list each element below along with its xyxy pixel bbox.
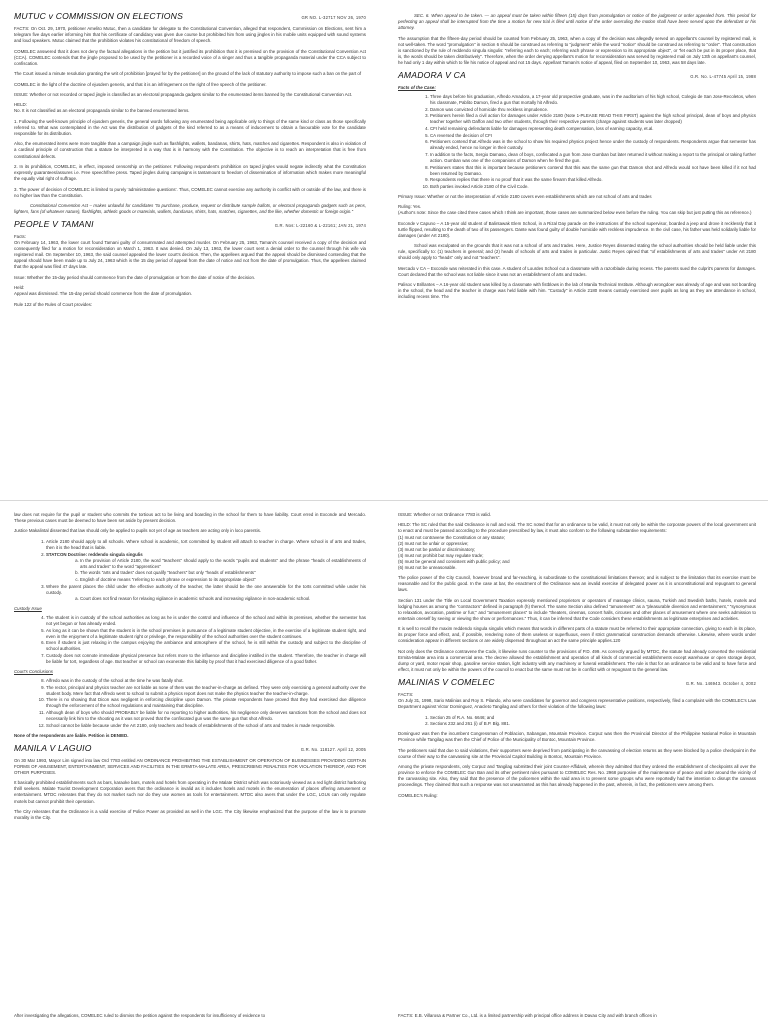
list-item: c. English of doctrine means "referring to each phrase or expression to its appropriate object" — [80, 577, 366, 583]
rules-list — [14, 539, 366, 602]
page-divider — [0, 500, 768, 501]
facts-label: Facts of the Case: — [398, 84, 436, 90]
list-item: 7. Custody does not connote immediate physical presence but refers more to the influence and discipline instilled in the student. Therefore, the teacher in charge will be liable for tort, regardless of age. But teacher or school can exonerate this liability by proof that it had exercised diligence of a good father. — [46, 653, 366, 665]
facts-paragraph: Facts: On February 14, 1963, the lower court found Tamani guilty of consummated and attempted murder. On February 25, 1963, Tamani's counsel received a copy of the decision and consequently filed for a motion for reconsideration on March 1, 1963. It was denied. On July 13, 1963, the lower court sent a denial order to the counsel through his wife via registered mail. On September 10, 1963, the said counsel appealed the lower court's decision. Then, the appellees argued that the appeal should be dismissed contending that the appeal should have been made up to July 24, 1963 which is the 15 day period of appeal from the date of notice and not from the date of promulgation. Thus, the appellees claimed that the appeal was filed 47 days late. — [14, 234, 366, 270]
paragraph: 1. Following the well-known principle of ejusdem generis, the general words following any enumerated being applicable only to things of the same kind or class as those specifically referred to. What was contemplated in the Act was the distribution of gadgets of the kind referred to as a means of inducement to obtain a favourable vote for the candidate responsible for its distribution. — [14, 118, 366, 136]
list-item: 12. School cannot be liable because under the Art 2180, only teachers and heads of establishments of the school of arts and trades is made responsible. — [46, 723, 366, 729]
paragraph: FACTS: On Oct. 29, 1970, petitioner Amelito Mutuc, then a candidate for delegate to the Constitutional Convention, alleged that respondent, Commission on Elections, sent him a telegram five days earlier informing him that his certificate of candidacy was given due course but prohibited him from using jingles in his mobile units equipped with sound systems and loud speakers. Mutuc claimed that the prohibition violates his constitutional of freedom of speech. — [14, 26, 366, 44]
case-heading-laguio — [14, 742, 366, 753]
held-paragraph: HELD: No. It is not classified as an electoral propaganda similar to the banned enumerated items. — [14, 102, 190, 114]
list-item: 7. In addition to the facts, Sergio Damaso, dean of boys, confiscated a gun from Jose Gumban but later returned it without making a report to the principal or taking further action. Gumban was one of the companions of Damon when he fired the gun. — [430, 152, 756, 164]
list-item: 4. The student is in custody of the school authorities as long as he is under the control and influence of the school and within its premises, whether the semester has not yet begun or has already ended. — [46, 615, 366, 627]
paragraph: The Court issued a minute resolution granting the writ of prohibition [prayed for by the petitioner] on the ground of the lack of statutory authority to impose such a ban on the part of — [14, 71, 362, 77]
list-item — [46, 552, 366, 583]
case-title: MANILA V LAGUIO — [14, 742, 92, 753]
list-item: 4. CFI held remaining defendants liable for damages representing death compensation, loss of earning capacity, et.al. — [430, 126, 756, 132]
page-2 — [0, 509, 768, 1024]
paragraph: The assumption that the fifteen-day period should be counted from February 25, 1963, when a copy of the decision was allegedly served on appellant's counsel by registered mail, is not well-taken. The word "promulgation" in section 6 should be construed as referring to "judgment" while the word "notice" should be construed as referring to "order". That construction is sanctioned by the rule of reddendo singula singulis: "referring each to each; referring each phrase or expression to its appropriate object", or "let each be put in its proper place, that is, the words should be taken distributively". Therefore, when the order denying appellant's motion for reconsideration was served by registered mail on July 13th on appellant's counsel, he had only 1 day within which to file his notice of appeal and not 15 days. Appellant Tamani's notice of appeal, filed on September 10, 1963, was 58 days late. — [398, 35, 756, 65]
page1-left-column — [14, 13, 366, 312]
paragraph: Section 131 under the Title on Local Government Taxation expressly mentioned proprietors or operators of massage clinics, sauna, Turkish and Swedish baths, hotels, motels and lodging houses as among the "contractors" defined in paragraph (h) thereof. The same Section also defined "amusement" as a "pleasurable diversion and entertainment," "synonymous to relaxation, avocation, pastime or fun;" and "amusement places" to include "theaters, cinemas, concert halls, circuses and other places of amusement where one seeks admission to entertain oneself by seeing or viewing the show or performances." Thus, it can be inferred that the Code considers these establishments as legitimate enterprises and activities. — [398, 597, 756, 621]
facts-paragraph: FACTS: On July 31, 1998, Sario Malinias and Roy S. Pilando, who were candidates for governor and congress representative positions, respectively, filed a complaint with the COMELEC's Law Department against Victor Dominguez, Anacleto Tangilag and others for their violation of the following laws: — [398, 692, 756, 710]
custody-label: Custody Issue — [14, 605, 42, 611]
statute-quote: Constitutional Convention Act – makes unlawful for candidates "to purchase, produce, request or distribute sample ballots, or electoral propaganda gadgets such as pens, lighters, fans (of whatever nature), flashlights, athletic goods or materials, wallets, bandanas, shirts, hats, matches, cigarettes, and the like, whether domestic or foreign origin." — [14, 202, 366, 215]
paragraph: It is well to recall the maxim reddendo singula singulis which means that words in different parts of a statute must be referred to their appropriate connection, giving to each in its place, its proper force and effect, and, if possible, rendering none of them useless or superfluous, even if strict grammatical construction demands otherwise. Likewise, where words under consideration appear in different sections or are widely dispersed throughout an act the same principle applies.120 — [398, 626, 756, 644]
issue-paragraph: Issue: Whether the 15-day period should commence from the date of promulgation or from the date of notice of the decision. — [14, 274, 256, 280]
paragraph: 3. The power of decision of COMELEC is limited to purely 'administrative questions'. Thus, COMELEC cannot exercise any authority in conflict with or outside of the law, and there is no higher law than the Constitution. — [14, 186, 366, 198]
list-item: 6. Petitioners contend that Alfredo was in the school to show his required physics project hence under the custody of respondents. Respondents argue that semester has already ended, hence no longer in their custody. — [430, 139, 756, 151]
issue-paragraph: Primary Issue: Whether or not the interpretation of Article 2180 covers even establishments which are not school of arts and trades — [398, 193, 652, 199]
paragraph: On 30 Mar 1993, Mayor Lim signed into law Ord 7783 entitled AN ORDINANCE PROHIBITING THE ESTABLISHMENT OR OPERATION OF BUSINESSES PROVIDING CERTAIN FORMS OF AMUSEMENT, ENTERTAINMENT, SERVICES AND FACILITIES IN THE ERMITA-MALATE AREA, PRESCRIBING PENALTIES FOR VIOLATION THEREOF, AND FOR OTHER PURPOSES. — [14, 757, 366, 775]
custody-list — [14, 615, 366, 665]
held-paragraph: Held: Appeal was dismissed. The 15-day period should commence from the date of promulgation. — [14, 285, 193, 297]
case-heading-amadora — [398, 69, 756, 80]
case-heading-malinias — [398, 679, 756, 687]
list-item: b. The words "arts and trades" does not qualify "teachers" but only "heads of establishments" — [80, 570, 366, 576]
list-item: 9. The rector, principal and physics teacher are not liable as none of them was the teacher-in-charge as defined. They were only exercising a general authority over the student body. Mere fact that Alfredo went to school to submit a physics report does not make the physics teacher the teacher-in-charge. — [46, 685, 366, 697]
issue-paragraph: ISSUE: Whether or not Ordinance 7783 is valid. — [398, 512, 491, 517]
issue-paragraph: ISSUE: Whether or not recorded or taped jingle is classified as an electoral propaganda gadgets similar to the enumerated items banned by the Constitutional Convention Act. — [14, 91, 353, 97]
paragraph: Dominguez was then the incumbent Congressman of Poblacion, Sabangan, Mountain Province. Corpuz was then the Provincial Director of the Philippine National Police in Mountain Province while Tangilag was then the Chief of Police of the Municipality of Bontoc, Mountain Province. — [398, 731, 756, 743]
held-paragraph: HELD: The SC ruled that the said Ordinance is null and void. The SC noted that for an ordinance to be valid, it must not only be within the corporate powers of the local government unit to enact and must be passed according to the procedure prescribed by law, it must also conform to the following substantive requirements: (1) must not contravene the Constitution or any statute; (2) must not be unfair or oppressive; (3) must not be partial or discriminatory; (4) must not prohibit but may regulate trade; (5) must be general and consistent with public policy; and (6) must not be unreasonable. — [398, 522, 756, 570]
case-gr-number: G.R. No. L-47745 April 15, 1988 — [690, 73, 756, 79]
paragraph: COMELEC answered that it does not deny the factual allegations in the petition but it justified its prohibition that it is premised on the provision of the Constitutional Convention Act (CCA). COMELEC contends that the jingle proposed to be used by the petitioner is a recorded voice of a singer and thus a tangible propaganda material under the CCA subject to confiscation. — [14, 48, 366, 66]
list-item-text: STATCON Doctrine: reddendo singula singulis — [46, 551, 143, 557]
list-item: 10. There is no showing that Dicon was negligent in enforcing discipline upon Damon. The private respondents have proved that they had exercised due diligence through the enforcement of the school regulations and maintaining that discipline. — [46, 697, 366, 709]
paragraph: 2. In its prohibition, COMELEC, in effect, imposed censorship on the petitioner. Following respondent's prohibition on taped jingles would negate indirectly what the Constitution expressly guarantees/assures i.e. Free speech/free press. Taped jingles during campaigns is tantamount to freedom of dissemination of information which makes more meaningful the equally vital right of suffrage. — [14, 163, 366, 182]
list-item: 1. Three days before his graduation, Alfredo Amadora, a 17-year old prospective graduate, was in the auditorium of his high school, Colegio de San Jose-Recoletos, when his classmate, Pablito Damon, fired a gun that mortally hit Alfredo. — [430, 94, 756, 106]
list-item: 2. Damon was convicted of homicide thru reckless imprudence. — [430, 107, 756, 113]
paragraph: law does not require for the pupil or student who commits the tortious act to be living and boarding in the school for them to have liability. Court erred in Exconde and Mercado. These previous cases must be deemed to have been set aside by present decision. — [14, 512, 366, 524]
case-gr-number: G.R. No. 118127. April 12, 2005 — [300, 746, 366, 752]
paragraph: It basically prohibited establishments such as bars, karaoke bars, motels and hotels from operating in the Malate District which was notoriously viewed as a red light district harboring thrill seekers. Malate Tourist Development Corporation avers that the ordinance is invalid as it includes hotels and motels in the enumeration of places offering amusement or entertainment. MTDC reiterates that they do not market such nor do they use women as tools for entertainment. MTDC also avers that under the LGC, LGUs can only regulate motels but cannot prohibit their operation. — [14, 780, 366, 804]
list-item: 8. Petitioners states that this is important because petitioners contend that this was the same gun that Damon shot and Alfredo would not have been killed if it not had been returned by Damaso. — [430, 165, 756, 177]
paragraph: Also, the enumerated items were more tangible than a campaign jingle such as flashlights, wallets, bandanas, shirts, hats, matches and cigarettes. Respondent is also in violation of a cardinal principle of construction that a statute be interpreted in a way that is in harmony with the Constitution. The objective is to reach an interpretation that is free from constitutional defects. — [14, 141, 366, 159]
page2-right-column — [398, 512, 756, 803]
facts-list — [398, 94, 756, 190]
paragraph: Justice Makalintal dissented that law should only be applied to pupils not yet of age as teachers are acting only in loco parentis. — [14, 528, 261, 534]
page-1 — [0, 0, 768, 497]
list-item: 1. Article 2180 should apply to all schools. Where school is academic, tort committed by student will attach to teacher in charge. Where school is of arts and trades, then it is the head that is liable. — [46, 539, 366, 551]
paragraph: Rule 122 of the Rules of Court provides: — [14, 301, 93, 307]
statcon-list — [46, 558, 366, 583]
page1-right-column — [398, 13, 756, 305]
conclusions-label: Court's Conclusions — [14, 668, 53, 674]
paragraph: The police power of the City Council, however broad and far-reaching, is subordinate to the constitutional limitations thereon; and is subject to the limitation that its exercise must be reasonable and for the public good. In the case at bar, the enactment of the Ordinance was an invalid exercise of delegated power as it is unconstitutional and repugnant to general laws. — [398, 575, 756, 593]
final-ruling: None of the respondents are liable. Petition is DENIED. — [14, 732, 129, 738]
case-title: AMADORA V CA — [398, 69, 466, 80]
list-item: 5. As long as it can be shown that the student is in the school premises in pursuance of a legitimate student objective, in the exercise of a legitimate student right, and even in the enjoyment of a legitimate student right or privilege, the responsibility of the school authorities over the student continues. — [46, 628, 366, 640]
list-item-text: Where the parent places the child under the effective authority of the teacher, the latter should be the one answerable for the torts committed while under his custody. — [46, 583, 366, 595]
laws-list — [398, 715, 756, 728]
case-title: MALINIAS V COMELEC — [398, 677, 495, 688]
list-item: 1. Section 25 of R.A. No. 6646; and — [430, 715, 756, 721]
case-title: MUTUC v COMMISSION ON ELECTIONS — [14, 11, 184, 21]
paragraph: The City reiterates that the Ordinance is a valid exercise of Police Power as provided as well in the LGC. The City likewise emphasized that the purpose of the law is to promote morality in the City. — [14, 808, 366, 821]
case-gr-number: GR NO. L-32717 NOV 26, 1970 — [301, 15, 366, 20]
paragraph: Among the private respondents, only Corpuz and Tangilag submitted their joint Counter-Affidavit, wherein they admitted that they ordered the establishment of checkpoints all over the province to enforce the COMELEC Gun Ban and its other pertinent rules pursuant to COMELEC Res. No. 2968 purposive of the maintenance of peace and order around the vicinity of the canvassing site. Also, they said that the presence of the policemen within the said area is to prevent some groups who were reportedly had the intention to disrupt the canvass proceedings. They claimed that such a response was not unwarranted as this has already happened in the past, wherein, in fact, the petitioners were among them. — [398, 764, 756, 788]
paragraph: COMELEC in the light of the doctrine of ejusdem generis, and that it is an infringement on the right of free speech of the petitioner. — [14, 81, 267, 87]
ruling-paragraph: Ruling: Yes. (Author's note: Since the case cited three cases which I think are important, those cases are summarized below even before the ruling. You can skip but just putting this as reference.) — [398, 204, 752, 216]
conclusions-list — [14, 678, 366, 729]
case-summary: Exconde v Capuno – A 15-year old student of Balintawak Elem School, in a Rizal Day parade on the instructions of the school supervisor, boarded a jeep and drove it recklessly that it turtle flipped, resulting to the death of two of its passengers. Dante was found guilty of double homicide with reckless imprudence. In the civil case, his father was held solidarily liable for damages (under Art 2180). — [398, 220, 756, 238]
case-summary: Palisoc v Brillantes – A 16-year old student was killed by a classmate with fistblows in the lab of Manila Technical Institute. Although wrongdoer was already of age and was not boarding in the school, the head and the teacher in charge was held liable with him. "Custody" in Article 2180 means custody exercised over pupils as long as they are attendance in school, including recess time. The — [398, 282, 756, 300]
list-item: 11. Although dean of boys who should PROBABLY be liable for no reporting to higher authorities, his negligence only deserves sanctions from the school and does not necessarily link him to the shooting as it was not proved that the confiscated gun was the same gun that shot Alfredo. — [46, 710, 366, 722]
case-title: PEOPLE V TAMANI — [14, 219, 94, 230]
cut-off-line-right: FACTS: E.B. Villarosa & Partner Co., Ltd. is a limited partnership with principal office address in Davao City and with branch offices in — [398, 1013, 657, 1018]
case-summary: Mercado v CA – Exconde was reiterated in this case. A student of Lourdes School cut a classmate with a razorblade during recess. The parents sued the culprit's parents for damages. Court declared that the school was not liable since it was not an establishment of arts and trades. — [398, 265, 756, 277]
list-item: 5. CA reversed the decision of CFI — [430, 133, 756, 139]
ruling-label: COMELEC's Ruling: — [398, 792, 438, 798]
list-item: 10. Both parties invoked Article 2180 of the Civil Code. — [430, 184, 756, 190]
list-item: 8. Alfredo was in the custody of the school at the time he was fatally shot. — [46, 678, 366, 684]
list-item: 3. Petitioners herein filed a civil action for damages under Article 2180 (Note 1-PLEASE READ THIS FIRST) against the high school principal, dean of boys and physics teacher together with Daffon and two other students, through their respective parents (charge against students was later dropped) — [430, 113, 756, 125]
page2-left-column — [14, 512, 366, 825]
rule-quote: SEC. 6. When appeal to be taken. — an appeal must be taken within fifteen (15) days from promulgation or notice of the judgment or order appealed from. This period for perfecting an appeal shall be interrupted from the time a motion for new trial is filed until notice of the order overruling the motion shall have been served upon the defendant or his attorney. — [398, 13, 756, 31]
list-item: 2. Sections 232 and 261 (i) of B.P. Blg. 881. — [430, 721, 756, 727]
case-heading-tamani — [14, 221, 366, 229]
list-item — [46, 584, 366, 602]
case-gr-number: G.R. No. 146943. October 4, 2002 — [685, 681, 756, 687]
list-item: 6. Even if student is just relaxing in the campus enjoying the ambiance and atmosphere of the school, he is still within the custody and subject to the discipline of school authorities. — [46, 640, 366, 652]
rule3-sublist — [46, 596, 366, 602]
paragraph: The petitioners said that due to said violations, their supporters were deprived from participating in the canvassing of election returns as they were blocked by a police checkpoint in the course of their way to the canvassing site at the Provincial Capitol Building in Bontoc, Mountain Province. — [398, 747, 756, 759]
case-heading-mutuc — [14, 13, 366, 21]
list-item: a. Court does not find reason for relaxing vigilance in academic schools and increasing vigilance in non-academic school. — [80, 596, 366, 602]
case-gr-number: G.R. Nos: L-22160 & L-22161; JAN 21, 1974 — [274, 223, 366, 229]
paragraph: Not only does the Ordinance contravene the Code, it likewise runs counter to the provisions of P.D. 499. As correctly argued by MTDC, the statute had already converted the residential Ermita-Malate area into a commercial area. The decree allowed the establishment and operation of all kinds of commercial establishments except warehouse or open storage depot, dump or yard, motor repair shop, gasoline service station, light industry with any machinery or funeral establishment. The rule is that for an ordinance to be valid and to have force and effect, it must not only be within the powers of the council to enact but the same must not be in conflict with or repugnant to the general law. — [398, 648, 756, 672]
list-item: a. In the provision of Article 2180, the word "teachers" should apply to the words "pupils and students" and the phrase "heads of establishments of arts and trades" to the word "apprentices" — [80, 558, 366, 570]
cut-off-line-left: After investigating the allegations, COMELEC ruled to dismiss the petition against the respondents for insufficiency of evidence to — [14, 1013, 266, 1018]
list-item: 9. Respondents replies that there is no proof that it was the same firearm that killed Alfredo. — [430, 177, 756, 183]
paragraph: School was exculpated on the grounds that it was not a school of arts and trades. Here, Justice Reyes dissented stating the school authorities should be held liable under this rule, specifically to: (1) teachers in general; and (2) heads of schools of arts and trades in particular. Justic Reyes opined that "of establishments of arts and trades" under Art 2180 should only apply to "heads" only and not "teachers". — [398, 243, 756, 261]
